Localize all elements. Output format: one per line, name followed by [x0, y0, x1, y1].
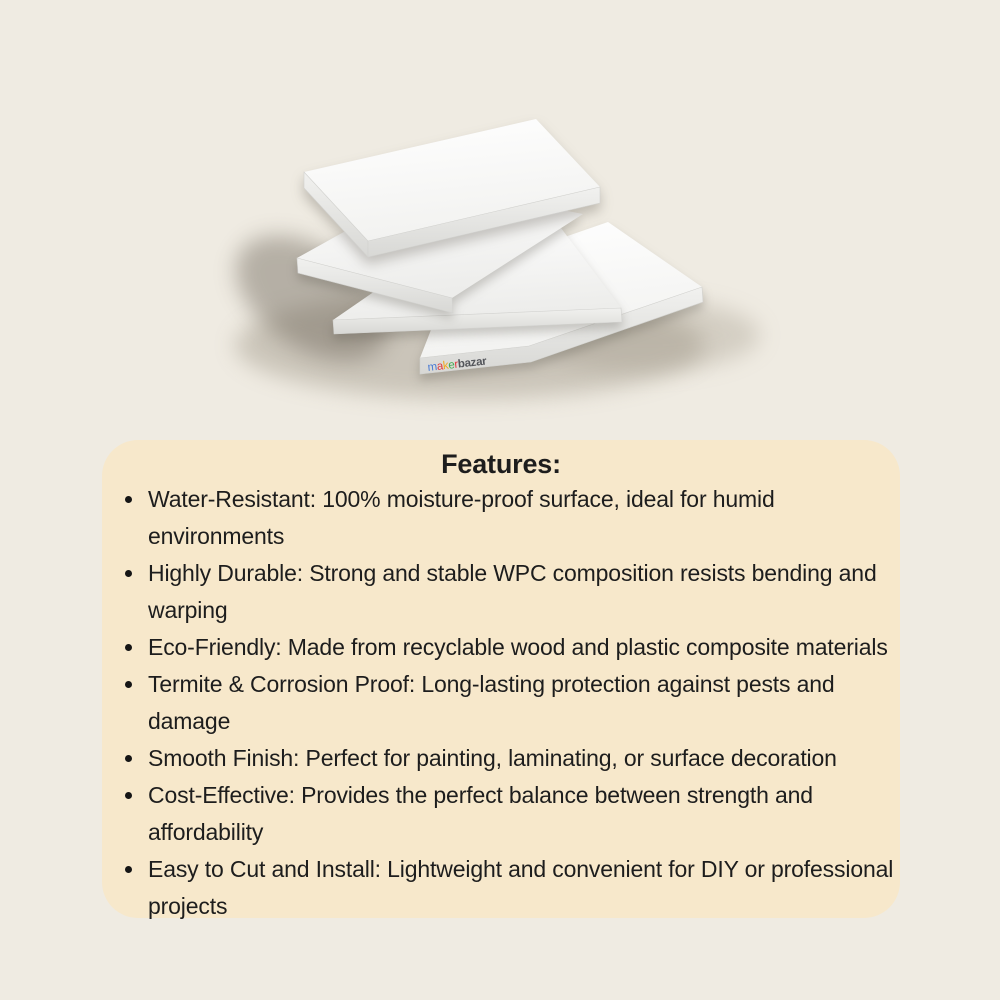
features-heading: Features: — [441, 449, 561, 479]
feature-item: Eco-Friendly: Made from recyclable wood and plastic composite materials — [148, 629, 908, 666]
features-box — [102, 440, 900, 918]
feature-item: Water-Resistant: 100% moisture-proof surface, ideal for humid environments — [148, 481, 908, 555]
feature-item: Smooth Finish: Perfect for painting, laminating, or surface decoration — [148, 740, 908, 777]
wpc-boards-illustration — [0, 0, 1000, 440]
watermark-makerbazar: makerbazar — [427, 355, 488, 374]
feature-item: Cost-Effective: Provides the perfect balance between strength and affordability — [148, 777, 908, 851]
feature-item: Termite & Corrosion Proof: Long-lasting protection against pests and damage — [148, 666, 908, 740]
features-list — [102, 481, 908, 925]
feature-item: Easy to Cut and Install: Lightweight and convenient for DIY or professional projects — [148, 851, 908, 925]
product-image — [0, 0, 1000, 440]
feature-item: Highly Durable: Strong and stable WPC composition resists bending and warping — [148, 555, 908, 629]
